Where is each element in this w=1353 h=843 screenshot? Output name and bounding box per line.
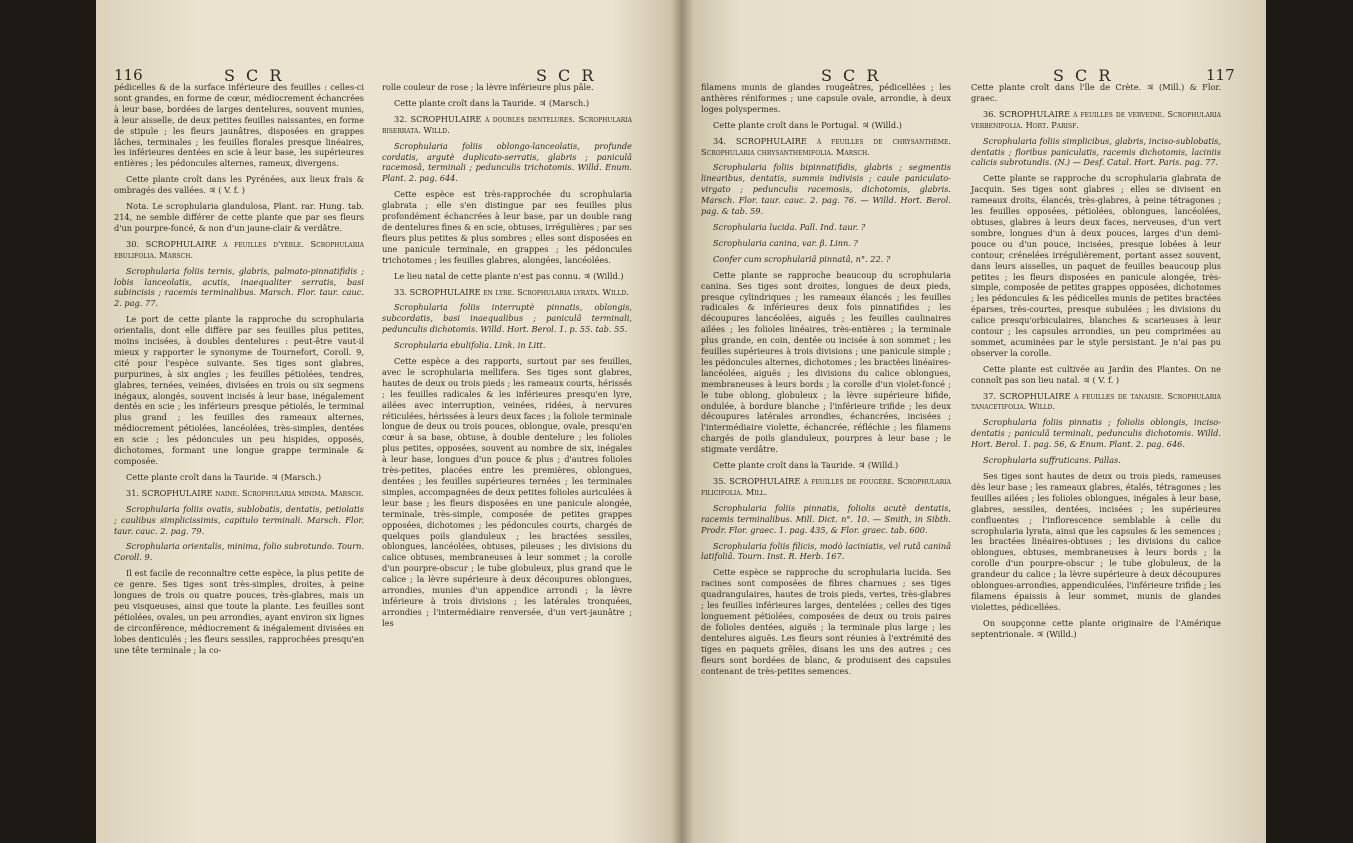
text-column [114,82,364,661]
paragraph: Cette plante se rapproche du scrophularia glabrata de Jacquin. Ses tiges sont glabres ; elles se divisent en rameaux droits, élancés, très-glabres, à peine tétragones ; les feuilles opposées, pétiolées, oblongues, lancéolées, obtuses, glabres à leurs deux faces, nerveuses, d'un vert sombre, longues d'un à deux pouces, larges d'un demi-pouce ou d'un pouce, incisées, presque lobées à leur contour, crénelées irrégulièrement, portant assez souvent, dans leurs aisselles, un paquet de feuilles beaucoup plus petites ; les fleurs disposées en panicule alongée, très-simple, composée de petites grappes opposées, dichotomes ; les pédoncules & les pédicelles munis de petites bractées éparses, très-courtes, presque subulées ; les divisions du calice presqu'orbiculaires, blanches & scarieuses à leur contour ; les capsules arrondies, un peu comprimées au sommet, acuminées par le style persistant. Je n'ai pas pu observer la corolle. [971,173,1221,358]
paragraph: Scrophularia foliis bipinnatifidis, glabris ; segmentis linearibus, dentatis, summis indivisis ; caule paniculato-virgato ; pedunculis racemosis, dichotomis, glabris. Marsch. Flor. taur. cauc. 2. pag. 76. — Willd. Hort. Berol. pag. & tab. 59. [701,162,951,217]
entry-heading: 36. SCROPHULAIRE à feuilles de verveine. Scrophularia verbenifolia. Hort. Parisf. [971,108,1221,130]
paragraph: Cette plante est cultivée au Jardin des Plantes. On ne connoît pas son lieu natal. ♃ ( V. f. ) [971,363,1221,385]
paragraph: Scrophularia lucida. Pall. Ind. taur. ? [713,221,866,232]
right-page [681,0,1266,843]
paragraph: Il est facile de reconnaître cette espèce, la plus petite de ce genre. Ses tiges sont très-simples, droites, à peine longues de trois ou quatre pouces, très-glabres, mais un peu visqueuses, ainsi que toute la plante. Les feuilles sont pétiolées, ovales, un peu arrondies, ayant environ six lignes de circonférence, médiocrement & inégalement divisées en lobes denticulés ; les fleurs sessiles, rapprochées presqu'en une tête terminale ; la co- [114,568,364,655]
entry-heading: 37. SCROPHULAIRE à feuilles de tanaisie. Scrophularia tanacetifolia. Willd. [971,390,1221,412]
paragraph: Nota. Le scrophularia glandulosa, Plant. rar. Hung. tab. 214, ne semble différer de cette plante que par ses fleurs d'un pourpre-foncé, & non d'un jaune-clair & verdâtre. [114,201,364,233]
paragraph: Ses tiges sont hautes de deux ou trois pieds, rameuses dès leur base ; les rameaux glabres, étalés, tétragones ; les feuilles ailées ; les folioles oblongues, inégales à leur base, glabres, sessiles, dentées, incisées ; les supérieures confluentes ; l'inflorescence semblable à celle du scrophularia lyrata, ainsi que les capsules & les semences ; les bractées linéaires-obtuses ; les divisions du calice oblongues, obtuses, membraneuses à leurs bords ; la corolle d'un pourpre-obscur ; le tube globuleux, de la grandeur du calice ; la lèvre supérieure à deux découpures oblongues-arrondies, appendiculées, l'inférieure trifide ; les filamens épaissis à leur sommet, munis de glandes violettes, pédicellées. [971,471,1221,612]
paragraph: Cette plante croît dans la Tauride. ♃ (Marsch.) [394,97,590,108]
paragraph: Cette plante se rapproche beaucoup du scrophularia canina. Ses tiges sont droites, longues de deux pieds, presque cylindriques ; les rameaux élancés ; les feuilles radicales & inférieures deux fois pinnatifides ; les découpures lancéolées, aiguës ; les feuilles caulinaires ailées ; les folioles linéaires, très-entières ; la terminale plus grande, en coin, dentée ou incisée à son sommet ; les feuilles supérieures à trois divisions ; une panicule simple ; les pédoncules alternes, dichotomes ; les bractées linéaires-lancéolées, aiguës ; les divisions du calice oblongues, membraneuses à leurs bords ; la corolle d'un violet-foncé ; le tube oblong, globuleux ; la lèvre supérieure bifide, ondulée, à bordure blanche ; l'inférieure trifide ; les deux découpures latérales arrondies, échancrées, incisées ; l'intermédiaire violette, échancrée, réfléchie ; les filamens chargés de poils glanduleux, pourpres à leur base ; le stigmate verdâtre. [701,269,951,455]
entry-heading: 32. SCROPHULAIRE à doubles dentelures. Scrophularia biserrata. Willd. [382,113,632,135]
page-number: 117 [1206,66,1235,84]
paragraph: Scrophularia suffruticans. Pallas. [983,455,1121,466]
text-column [971,82,1221,645]
paragraph: Cette espèce se rapproche du scrophularia lucida. Ses racines sont composées de fibres charnues ; ses tiges quadrangulaires, hautes de trois pieds, vertes, très-glabres ; les feuilles inférieures larges, dentelées ; celles des tiges longuement pétiolées, composées de deux ou trois paires de folioles dentées, aiguës ; la terminale plus large ; les dentelures aiguës. Les fleurs sont réunies à l'extrémité des tiges en paquets grêles, disans les uns des autres ; ces fleurs sont bordées de blanc, & produisent des capsules contenant de très-petites semences. [701,567,951,676]
entry-heading: 30. SCROPHULAIRE à feuilles d'yèble. Scrophularia ebulifolia. Marsch. [114,238,364,260]
entry-heading: 31. SCROPHULAIRE naine. Scrophularia minima. Marsch. [126,487,364,498]
paragraph: Cette plante croît dans les Pyrénées, aux lieux frais & ombragés des vallées. ♃ ( V. f. ) [114,174,364,196]
paragraph: Scrophularia foliis ternis, glabris, palmato-pinnatifidis ; lobis lanceolatis, acutis, inaequaliter serratis, basi subincisis ; racemis terminalibus. Marsch. Flor. taur. cauc. 2. pag. 77. [114,265,364,309]
paragraph: Scrophularia foliis oblongo-lanceolatis, profunde cordatis, argutè duplicato-serratis, glabris ; paniculâ racemosâ, terminali ; pedunculis trichotomis. Willd. Enum. Plant. 2. pag. 644. [382,140,632,184]
left-page [96,0,681,843]
running-header: S C R [224,66,285,85]
paragraph: Cette plante croît dans la Tauride. ♃ (Willd.) [713,460,899,471]
paragraph: Scrophularia foliis pinnatis ; foliolis oblongis, inciso-dentatis ; paniculâ terminali, pedunculis dichotomis. Willd. Hort. Berol. 1. pag. 56, & Enum. Plant. 2. pag. 646. [971,417,1221,450]
paragraph: Cette espèce est très-rapprochée du scrophularia glabrata ; elle s'en distingue par ses feuilles plus profondément échancrées à leur base, par un double rang de dentelures fines & en scie, obtuses, irrégulières ; par ses fleurs plus petites & plus sombres ; elles sont disposées en une panicule terminale, en grappes ; les pédoncules trichotomes ; les feuilles glabres, alongées, lancéolées. [382,189,632,265]
paragraph: Scrophularia canina, var. β. Linn. ? [713,237,858,248]
text-column [382,82,632,634]
paragraph: Scrophularia ebulifolia. Link. in Litt. [394,340,546,351]
paragraph: Scrophularia foliis pinnatis, foliolis acutè dentatis, racemis terminalibus. Mill. Dict. n°. 10. — Smith, in Sibth. Prodr. Flor. graec. 1. pag. 435, & Flor. graec. tab. 600. [701,502,951,535]
paragraph: rolle couleur de rose ; la lèvre inférieure plus pâle. [382,82,594,92]
paragraph: Scrophularia orientalis, minima, folio subrotundo. Tourn. Coroll. 9. [114,541,364,563]
paragraph: On soupçonne cette plante originaire de l'Amérique septentrionale. ♃ (Willd.) [971,617,1221,639]
text-column [701,82,951,681]
book-gutter [671,0,693,843]
paragraph: Cette plante croît dans le Portugal. ♃ (Willd.) [713,119,902,130]
paragraph: filamens munis de glandes rougeâtres, pédicellées ; les anthères réniformes ; une capsule ovale, arrondie, à deux loges polyspermes. [701,82,951,114]
page-number: 116 [114,66,143,84]
paragraph: Scrophularia foliis filicis, modò laciniatis, vel rutâ caninâ latifoliâ. Tourn. Inst. R. Herb. 167. [701,540,951,562]
running-header: S C R [536,66,597,85]
paragraph: Cette plante croît dans l'île de Crète. ♃ (Mill.) & Flor. graec. [971,82,1221,103]
entry-heading: 33. SCROPHULAIRE en lyre. Scrophularia lyrata. Willd. [394,286,629,297]
paragraph: Scrophularia foliis simplicibus, glabris, inciso-sublobatis, dentatis ; floribus paniculatis, racemis dichotomis, laciniis calicis subrotundis. (N.) — Desf. Catal. Hort. Paris. pag. 77. [971,135,1221,168]
running-header: S C R [1053,66,1114,85]
entry-heading: 34. SCROPHULAIRE à feuilles de chrysanthème. Scrophularia chrysanthemifolia. Marsch. [701,135,951,157]
paragraph: Le port de cette plante la rapproche du scrophularia orientalis, dont elle diffère par ses feuilles plus petites, moins incisées, à doubles dentelures : peut-être vaut-il mieux y rapporter le synonyme de Tournefort, Coroll. 9, cité pour l'espèce suivante. Ses tiges sont glabres, purpurines, à six angles ; les feuilles pétiolées, tendres, glabres, ternées, veinées, divisées en trois ou six segmens inégaux, alongés, souvent incisés à leur base, inégalement dentés en scie ; les inférieurs presque pétiolés, le terminal plus grand ; les feuilles des rameaux alternes, médiocrement pétiolées, lancéolées, très-simples, dentées en scie ; les pédoncules un peu hispides, opposés, dichotomes, formant une longue grappe terminale & composée. [114,314,364,466]
paragraph: Scrophularia foliis interruptè pinnatis, oblongis, subcordatis, basi inaequalibus ; paniculâ terminali, pedunculis dichotomis. Willd. Hort. Berol. 1. p. 55. tab. 55. [382,302,632,335]
paragraph: Le lieu natal de cette plante n'est pas connu. ♃ (Willd.) [394,270,624,281]
paragraph: Cette espèce a des rapports, surtout par ses feuilles, avec le scrophularia mellifera. Ses tiges sont glabres, hautes de deux ou trois pieds ; les rameaux courts, hérissés ; les feuilles radicales & les inférieures presqu'en lyre, ailées avec interruption, veinées, ridées, à nervures réticulées, hérissées à leurs deux faces ; la foliole terminale longue de deux ou trois pouces, oblongue, ovale, presqu'en cœur à sa base, obtuse, à double dentelure ; les folioles plus petites, opposées, souvent au nombre de six, inégales à leur base, longues d'un pouce & plus ; d'autres folioles très-petites, placées entre les premières, oblongues, dentées ; les feuilles supérieures ternées ; les terminales simples, accompagnées de deux petites folioles auriculées à leur base ; les fleurs disposées en une panicule alongée, terminale, très-simple, composée de petites grappes opposées, dichotomes ; les pédoncules courts, chargés de quelques poils glanduleux ; les bractées sessiles, oblongues, lancéolées, obtuses, pileuses ; les divisions du calice obtuses, membraneuses à leur sommet ; la corolle d'un pourpre-obscur ; le tube globuleux, plus grand que le calice ; la lèvre supérieure à deux découpures oblongues, arrondies, munies d'un appendice arrondi ; la lèvre inférieure à trois divisions ; les latérales tronquées, arrondies ; l'intermédiaire renversée, d'un vert-jaunâtre ; les [382,356,632,628]
entry-heading: 35. SCROPHULAIRE à feuilles de fougère. Scrophularia filicifolia. Mill. [701,476,951,497]
paragraph: Scrophularia foliis ovatis, sublobatis, dentatis, petiolatis ; caulibus simplicissimis, capitulo terminali. Marsch. Flor. taur. cauc. 2. pag. 79. [114,503,364,536]
paragraph: pédicelles & de la surface inférieure des feuilles : celles-ci sont grandes, en forme de cœur, médiocrement échancrées à leur base, bordées de larges dentelures, souvent munies, à leur aisselle, de deux petites feuilles naissantes, en forme de stipule ; les fleurs jaunâtres, disposées en grappes lâches, terminales ; les feuilles florales presque linéaires, les inférieures dentées en scie à leur base, les supérieures entières ; les pédoncules alternes, rameux, divergens. [114,82,364,169]
running-header: S C R [821,66,882,85]
paragraph: Confer cum scrophulariâ pinnatâ, n°. 22. ? [713,253,891,264]
paragraph: Cette plante croît dans la Tauride. ♃ (Marsch.) [126,471,322,482]
